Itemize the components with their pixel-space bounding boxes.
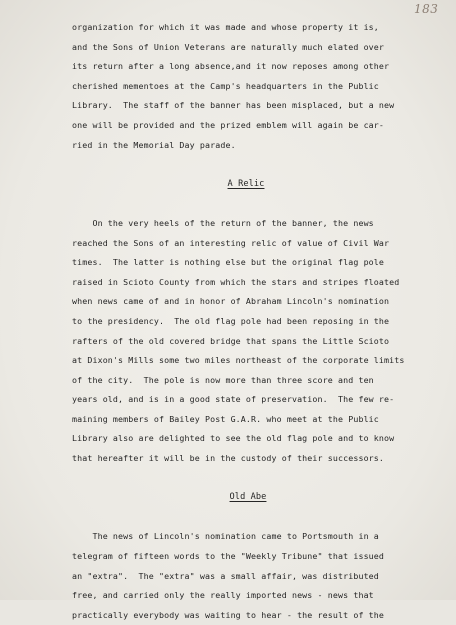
text-line: telegram of fifteen words to the "Weekly Tribune" that issued [72,551,385,562]
text-line: and the Sons of Union Veterans are naturally much elated over [72,41,385,52]
blank-line [72,508,432,528]
blank-line [72,155,432,175]
section-heading-old-abe: Old Abe [229,492,267,503]
text-line: Library also are delighted to see the old flag pole and to know [72,433,395,444]
blank-line [72,194,432,214]
blank-line [72,469,432,489]
text-line: its return after a long absence,and it now reposes among other [72,61,390,72]
text-line: at Dixon's Mills some two miles northeast of the corporate limits [72,355,405,366]
document-body [72,18,432,625]
text-line: to the presidency. The old flag pole had been reposing in the [72,315,390,326]
text-line: that hereafter it will be in the custody of their successors. [72,453,385,464]
text-line: years old, and is in a good state of preservation. The few re- [72,394,395,405]
text-line: of the city. The pole is now more than three score and ten [72,374,374,385]
text-line: one will be provided and the prized emblem will again be car- [72,119,385,130]
text-line: Library. The staff of the banner has been misplaced, but a new [72,100,395,111]
text-line: free, and carried only the really imported news - news that [72,590,374,601]
text-line: maining members of Bailey Post G.A.R. who meet at the Public [72,413,379,424]
paragraph-banner-return [72,18,432,155]
text-line: rafters of the old covered bridge that spans the Little Scioto [72,335,390,346]
page-number: 183 [414,2,439,16]
text-line: when news came of and in honor of Abraham Lincoln's nomination [72,296,390,307]
section-heading-a-relic: A Relic [227,178,265,189]
section-a-relic [72,175,432,469]
text-line: organization for which it was made and whose property it is, [72,22,379,32]
text-line: On the very heels of the return of the banner, the news [72,217,374,228]
text-line: The news of Lincoln's nomination came to Portsmouth in a [72,531,379,542]
text-line: cherished mementoes at the Camp's headquarters in the Public [72,80,379,91]
text-line: times. The latter is nothing else but the original flag pole [72,257,385,268]
text-line: an "extra". The "extra" was a small affair, was distributed [72,570,379,581]
text-line: reached the Sons of an interesting relic of value of Civil War [72,237,390,248]
text-line: ried in the Memorial Day parade. [72,139,236,150]
section-old-abe [72,488,432,625]
text-line: raised in Scioto County from which the stars and stripes floated [72,276,400,287]
text-line: practically everybody was waiting to hear - the result of the [72,609,385,620]
